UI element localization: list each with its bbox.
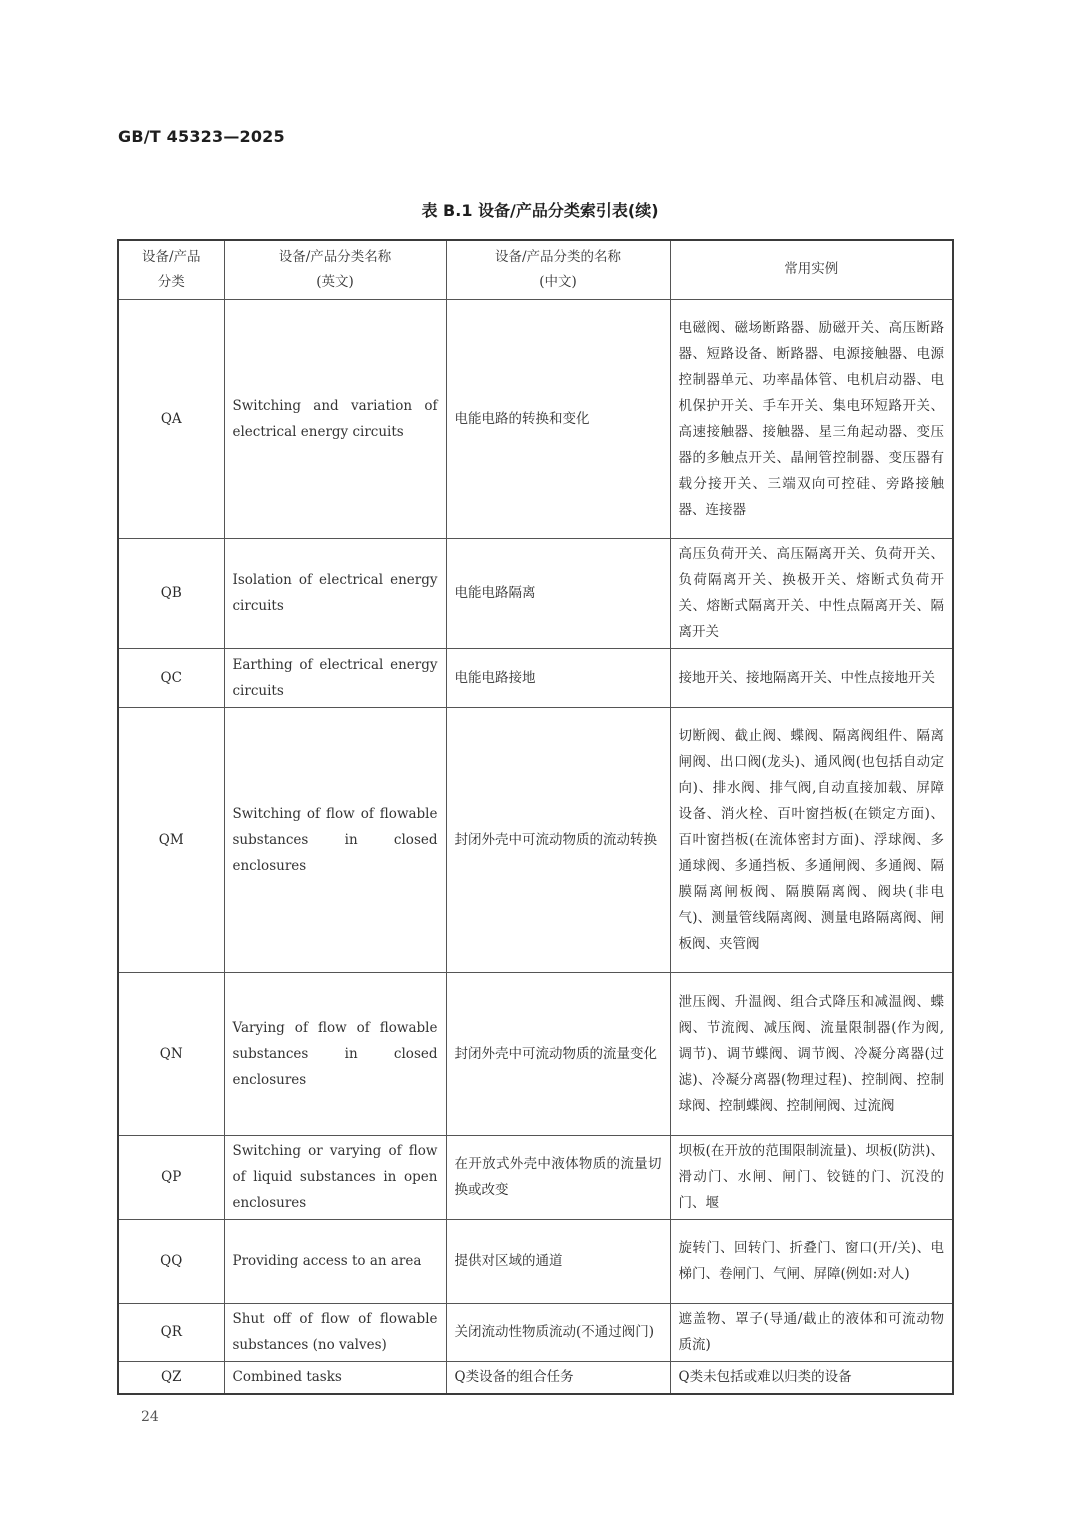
- category-name-en: Varying of flow of flowable substances in closed enclosures: [224, 972, 446, 1135]
- category-code: QZ: [118, 1361, 224, 1394]
- page-number: 24: [141, 1409, 159, 1425]
- table-header-row: [118, 240, 953, 299]
- category-name-zh: 封闭外壳中可流动物质的流量变化: [446, 972, 670, 1135]
- category-code: QC: [118, 648, 224, 707]
- table-row: [118, 972, 953, 1135]
- category-name-en: Switching or varying of flow of liquid substances in open enclosures: [224, 1135, 446, 1219]
- category-name-en: Providing access to an area: [224, 1219, 446, 1303]
- table-row: [118, 1361, 953, 1394]
- category-examples: 切断阀、截止阀、蝶阀、隔离阀组件、隔离闸阀、出口阀(龙头)、通风阀(也包括自动定向)、排水阀、排气阀,自动直接加载、屏障设备、消火栓、百叶窗挡板(在锁定方面)、百叶窗挡板(在流体密封方面)、浮球阀、多通球阀、多通挡板、多通闸阀、多通阀、隔膜隔离闸板阀、隔膜隔离阀、阀块(非电气)、测量管线隔离阀、测量电路隔离阀、闸板阀、夹管阀: [670, 707, 953, 972]
- category-code: QA: [118, 299, 224, 538]
- category-code: QB: [118, 538, 224, 648]
- column-header-name-zh: 设备/产品分类的名称 (中文): [446, 240, 670, 299]
- table-row: [118, 538, 953, 648]
- column-header-name-en: 设备/产品分类名称 (英文): [224, 240, 446, 299]
- category-name-en: Combined tasks: [224, 1361, 446, 1394]
- category-examples: 高压负荷开关、高压隔离开关、负荷开关、负荷隔离开关、换极开关、熔断式负荷开关、熔断式隔离开关、中性点隔离开关、隔离开关: [670, 538, 953, 648]
- table-row: [118, 648, 953, 707]
- category-examples: Q类未包括或难以归类的设备: [670, 1361, 953, 1394]
- category-name-zh: 电能电路接地: [446, 648, 670, 707]
- table-row: [118, 1135, 953, 1219]
- category-examples: 电磁阀、磁场断路器、励磁开关、高压断路器、短路设备、断路器、电源接触器、电源控制器单元、功率晶体管、电机启动器、电机保护开关、手车开关、集电环短路开关、高速接触器、接触器、星三角起动器、变压器的多触点开关、晶闸管控制器、变压器有载分接开关、三端双向可控硅、旁路接触器、连接器: [670, 299, 953, 538]
- category-name-en: Isolation of electrical energy circuits: [224, 538, 446, 648]
- table-row: [118, 1219, 953, 1303]
- category-code: QN: [118, 972, 224, 1135]
- column-header-code: 设备/产品 分类: [118, 240, 224, 299]
- category-name-zh: Q类设备的组合任务: [446, 1361, 670, 1394]
- category-examples: 泄压阀、升温阀、组合式降压和减温阀、蝶阀、节流阀、减压阀、流量限制器(作为阀,调节)、调节蝶阀、调节阀、冷凝分离器(过滤)、冷凝分离器(物理过程)、控制阀、控制球阀、控制蝶阀、控制闸阀、过流阀: [670, 972, 953, 1135]
- table-row: [118, 299, 953, 538]
- category-name-en: Earthing of electrical energy circuits: [224, 648, 446, 707]
- table-row: [118, 707, 953, 972]
- table-row: [118, 1303, 953, 1361]
- table-title: 表 B.1 设备/产品分类索引表(续): [421, 201, 659, 220]
- category-name-zh: 提供对区域的通道: [446, 1219, 670, 1303]
- category-name-zh: 关闭流动性物质流动(不通过阀门): [446, 1303, 670, 1361]
- classification-index-table: [117, 239, 954, 1395]
- category-code: QR: [118, 1303, 224, 1361]
- category-code: QP: [118, 1135, 224, 1219]
- category-examples: 坝板(在开放的范围限制流量)、坝板(防洪)、滑动门、水闸、闸门、铰链的门、沉没的门、堰: [670, 1135, 953, 1219]
- category-name-en: Switching and variation of electrical energy circuits: [224, 299, 446, 538]
- category-code: QM: [118, 707, 224, 972]
- category-name-zh: 封闭外壳中可流动物质的流动转换: [446, 707, 670, 972]
- category-examples: 接地开关、接地隔离开关、中性点接地开关: [670, 648, 953, 707]
- category-name-en: Shut off of flow of flowable substances (no valves): [224, 1303, 446, 1361]
- category-examples: 旋转门、回转门、折叠门、窗口(开/关)、电梯门、卷闸门、气闸、屏障(例如:对人): [670, 1219, 953, 1303]
- column-header-examples: 常用实例: [670, 240, 953, 299]
- category-code: QQ: [118, 1219, 224, 1303]
- document-id: GB/T 45323—2025: [118, 127, 285, 146]
- category-name-zh: 在开放式外壳中液体物质的流量切换或改变: [446, 1135, 670, 1219]
- category-name-zh: 电能电路的转换和变化: [446, 299, 670, 538]
- category-examples: 遮盖物、罩子(导通/截止的液体和可流动物质流): [670, 1303, 953, 1361]
- category-name-en: Switching of flow of flowable substances in closed enclosures: [224, 707, 446, 972]
- category-name-zh: 电能电路隔离: [446, 538, 670, 648]
